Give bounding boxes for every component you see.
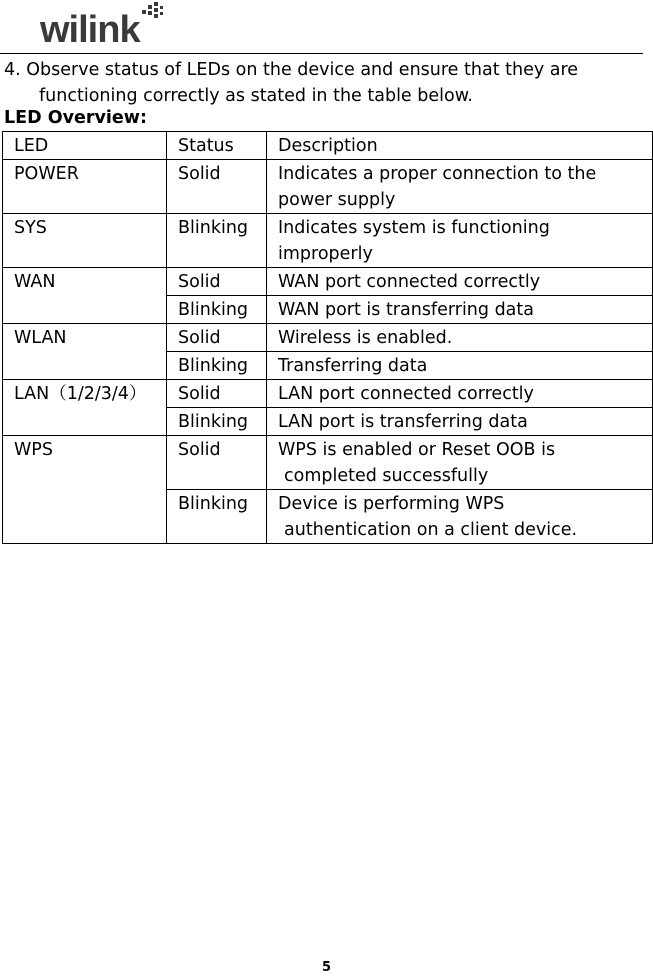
header-description: Description bbox=[267, 132, 653, 160]
header-status: Status bbox=[167, 132, 267, 160]
table-row bbox=[3, 380, 653, 408]
status-cell: Blinking bbox=[167, 490, 267, 544]
description-line: Transferring data bbox=[278, 356, 428, 376]
description-line: authentication on a client device. bbox=[284, 520, 578, 540]
instruction-line-2: functioning correctly as stated in the table below. bbox=[39, 86, 473, 106]
led-name-cell: POWER bbox=[3, 160, 167, 214]
description-line: LAN port is transferring data bbox=[278, 412, 528, 432]
status-cell: Blinking bbox=[167, 408, 267, 436]
status-cell: Blinking bbox=[167, 214, 267, 268]
description-line: Indicates a proper connection to the bbox=[278, 164, 597, 184]
description-cell bbox=[267, 436, 653, 490]
description-cell bbox=[267, 324, 653, 352]
instruction-line-1: 4. Observe status of LEDs on the device and ensure that they are bbox=[4, 60, 579, 80]
wilink-logo bbox=[38, 2, 168, 48]
description-cell bbox=[267, 214, 653, 268]
description-cell bbox=[267, 268, 653, 296]
table-row bbox=[3, 436, 653, 490]
led-overview-table bbox=[2, 131, 653, 544]
status-cell: Solid bbox=[167, 324, 267, 352]
description-cell bbox=[267, 380, 653, 408]
led-name-cell: LAN（1/2/3/4） bbox=[3, 380, 167, 436]
led-table-body bbox=[3, 160, 653, 544]
description-cell bbox=[267, 408, 653, 436]
description-line: improperly bbox=[278, 244, 373, 264]
status-cell: Solid bbox=[167, 160, 267, 214]
logo-wordmark: wilink bbox=[40, 9, 140, 48]
led-name-cell: WAN bbox=[3, 268, 167, 324]
description-cell bbox=[267, 490, 653, 544]
description-line: completed successfully bbox=[284, 466, 489, 486]
description-cell bbox=[267, 296, 653, 324]
status-cell: Solid bbox=[167, 436, 267, 490]
description-line: WPS is enabled or Reset OOB is bbox=[278, 440, 556, 460]
description-line: Device is performing WPS bbox=[278, 494, 505, 514]
status-cell: Solid bbox=[167, 380, 267, 408]
header-led: LED bbox=[3, 132, 167, 160]
status-cell: Solid bbox=[167, 268, 267, 296]
page-number: 5 bbox=[321, 960, 332, 975]
led-name-cell: SYS bbox=[3, 214, 167, 268]
table-header-row bbox=[3, 132, 653, 160]
instruction-step bbox=[4, 57, 644, 109]
table-row bbox=[3, 324, 653, 352]
description-cell bbox=[267, 160, 653, 214]
status-cell: Blinking bbox=[167, 352, 267, 380]
status-cell: Blinking bbox=[167, 296, 267, 324]
header-divider bbox=[0, 53, 643, 54]
description-line: LAN port connected correctly bbox=[278, 384, 534, 404]
description-line: Wireless is enabled. bbox=[278, 328, 453, 348]
description-line: WAN port is transferring data bbox=[278, 300, 534, 320]
section-title: LED Overview: bbox=[4, 108, 147, 128]
description-cell bbox=[267, 352, 653, 380]
description-line: power supply bbox=[278, 190, 396, 210]
table-row bbox=[3, 214, 653, 268]
table-row bbox=[3, 268, 653, 296]
logo-dots-icon bbox=[142, 2, 163, 18]
led-name-cell: WLAN bbox=[3, 324, 167, 380]
description-line: Indicates system is functioning bbox=[278, 218, 550, 238]
description-line: WAN port connected correctly bbox=[278, 272, 541, 292]
led-name-cell: WPS bbox=[3, 436, 167, 544]
table-row bbox=[3, 160, 653, 214]
